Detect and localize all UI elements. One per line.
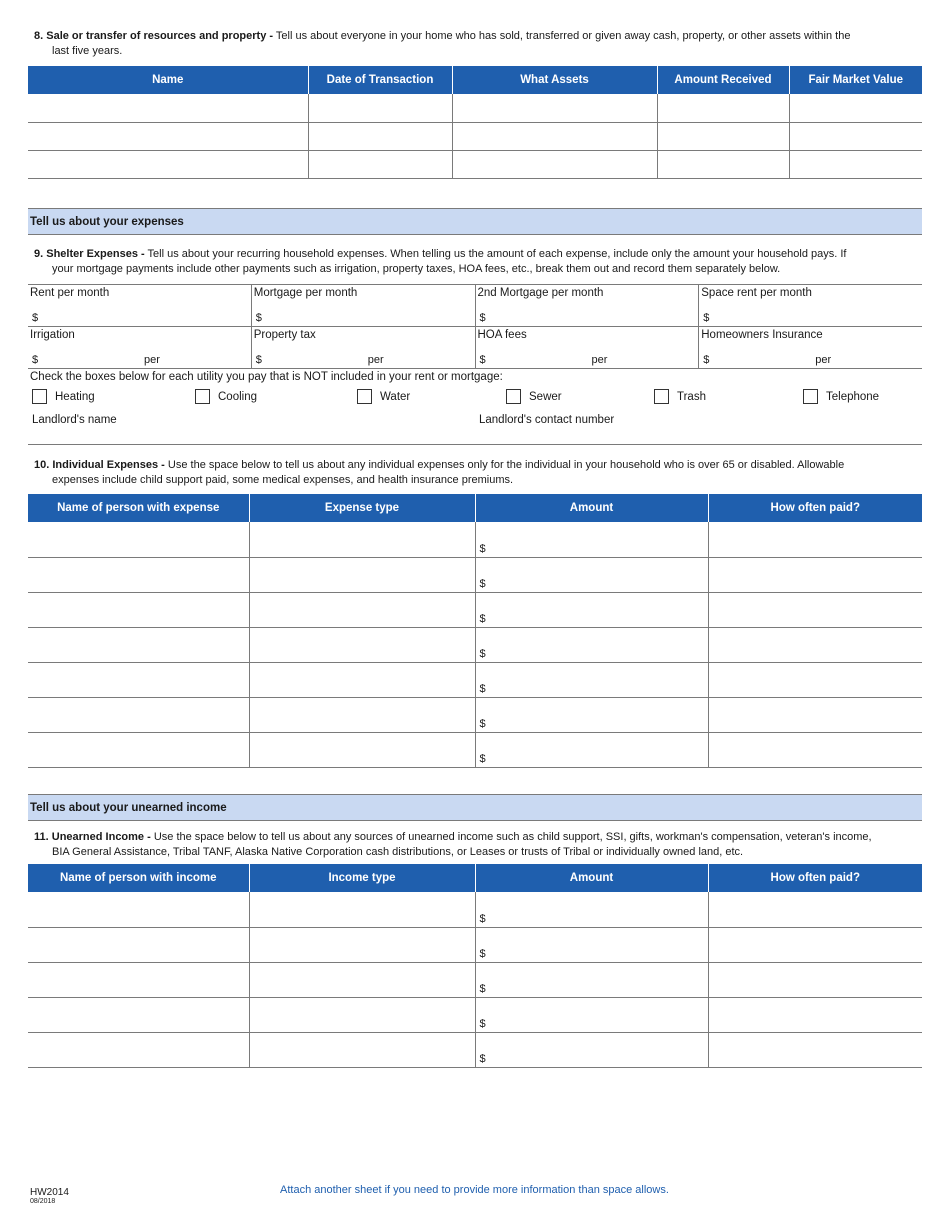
table-row — [28, 592, 922, 627]
header-what-assets: What Assets — [452, 66, 657, 94]
individual-expenses-table — [28, 494, 922, 768]
property-tax-label: Property tax — [253, 329, 316, 341]
expense-type-field[interactable] — [249, 697, 475, 732]
per-label: per — [367, 354, 384, 366]
person-name-field[interactable] — [28, 1032, 249, 1067]
dollar-sign: $ — [703, 354, 710, 366]
expense-type-field[interactable] — [249, 522, 475, 557]
date-field[interactable] — [308, 94, 452, 122]
table-row — [28, 150, 922, 178]
header-amount: Amount — [475, 864, 708, 892]
per-label: per — [815, 354, 832, 366]
q11-title: Unearned Income - — [51, 831, 151, 843]
homeowners-insurance-field[interactable] — [698, 327, 922, 368]
hoa-fees-label: HOA fees — [477, 329, 527, 341]
dollar-sign: $ — [479, 312, 486, 324]
table-row — [28, 662, 922, 697]
table-row — [28, 1032, 922, 1067]
how-often-field[interactable] — [708, 927, 922, 962]
header-date-of-transaction: Date of Transaction — [308, 66, 452, 94]
person-name-field[interactable] — [28, 732, 249, 767]
amount-field[interactable]: $ — [475, 732, 708, 767]
checkbox-trash[interactable] — [654, 389, 706, 404]
header-fair-market-value: Fair Market Value — [789, 66, 922, 94]
landlord-contact-field[interactable] — [625, 428, 915, 442]
q8-text-cont: last five years. — [52, 45, 123, 57]
how-often-field[interactable] — [708, 1032, 922, 1067]
second-mortgage-label: 2nd Mortgage per month — [477, 287, 604, 299]
checkbox-box[interactable] — [506, 389, 521, 404]
checkbox-water[interactable] — [357, 389, 410, 404]
utility-checkboxes — [32, 389, 922, 405]
per-label: per — [591, 354, 608, 366]
how-often-field[interactable] — [708, 522, 922, 557]
q11-number: 11. — [34, 831, 49, 843]
checkbox-box[interactable] — [195, 389, 210, 404]
checkbox-sewer[interactable] — [506, 389, 562, 404]
shelter-expenses-grid — [28, 284, 922, 369]
assets-field[interactable] — [452, 122, 657, 150]
q9-title: Shelter Expenses - — [46, 248, 145, 260]
expense-type-field[interactable] — [249, 627, 475, 662]
person-name-field[interactable] — [28, 697, 249, 732]
income-type-field[interactable] — [249, 1032, 475, 1067]
fair-market-value-field[interactable] — [789, 150, 922, 178]
hoa-fees-field[interactable] — [475, 327, 699, 368]
amount-field[interactable]: $ — [475, 697, 708, 732]
dollar-sign: $ — [703, 312, 710, 324]
income-section-header: Tell us about your unearned income — [28, 794, 922, 821]
amount-field[interactable]: $ — [475, 997, 708, 1032]
how-often-field[interactable] — [708, 697, 922, 732]
checkbox-cooling[interactable] — [195, 389, 257, 404]
sewer-label: Sewer — [529, 390, 562, 403]
unearned-income-header — [28, 864, 922, 892]
cooling-label: Cooling — [218, 390, 257, 403]
amount-received-field[interactable] — [657, 122, 789, 150]
person-name-field[interactable] — [28, 892, 249, 927]
second-mortgage-field[interactable] — [475, 285, 699, 326]
header-name-of-person: Name of person with expense — [28, 494, 249, 522]
income-type-field[interactable] — [249, 892, 475, 927]
utility-instruction: Check the boxes below for each utility you pay that is NOT included in your rent or mortgage: — [30, 371, 503, 383]
checkbox-box[interactable] — [32, 389, 47, 404]
table-row — [28, 94, 922, 122]
irrigation-label: Irrigation — [30, 329, 75, 341]
checkbox-box[interactable] — [803, 389, 818, 404]
person-name-field[interactable] — [28, 557, 249, 592]
how-often-field[interactable] — [708, 557, 922, 592]
checkbox-box[interactable] — [654, 389, 669, 404]
rent-per-month-field[interactable] — [28, 285, 251, 326]
person-name-field[interactable] — [28, 627, 249, 662]
person-name-field[interactable] — [28, 662, 249, 697]
mortgage-per-month-field[interactable] — [251, 285, 475, 326]
income-type-field[interactable] — [249, 997, 475, 1032]
rent-per-month-label: Rent per month — [30, 287, 110, 299]
dollar-sign: $ — [32, 312, 39, 324]
how-often-field[interactable] — [708, 627, 922, 662]
form-code-text: HW2014 — [30, 1187, 69, 1198]
dollar-sign: $ — [479, 354, 486, 366]
trash-label: Trash — [677, 390, 706, 403]
date-field[interactable] — [308, 150, 452, 178]
name-field[interactable] — [28, 150, 308, 178]
table-row — [28, 732, 922, 767]
q11-text-cont: BIA General Assistance, Tribal TANF, Alaska Native Corporation cash distributions, or Leases or trusts of Tribal or individually owned land, etc. — [52, 846, 744, 858]
space-rent-label: Space rent per month — [701, 287, 812, 299]
amount-field[interactable]: $ — [475, 522, 708, 557]
how-often-field[interactable] — [708, 662, 922, 697]
amount-field[interactable]: $ — [475, 592, 708, 627]
header-amount-received: Amount Received — [657, 66, 789, 94]
table-row — [28, 697, 922, 732]
q10-number: 10. — [34, 459, 50, 471]
table-row — [28, 962, 922, 997]
assets-field[interactable] — [452, 150, 657, 178]
assets-field[interactable] — [452, 94, 657, 122]
how-often-field[interactable] — [708, 732, 922, 767]
landlord-name-field[interactable] — [118, 428, 448, 442]
amount-field[interactable]: $ — [475, 892, 708, 927]
q8-instructions — [34, 29, 914, 59]
shelter-row-1 — [28, 285, 922, 327]
person-name-field[interactable] — [28, 997, 249, 1032]
checkbox-box[interactable] — [357, 389, 372, 404]
amount-received-field[interactable] — [657, 150, 789, 178]
how-often-field[interactable] — [708, 592, 922, 627]
person-name-field[interactable] — [28, 927, 249, 962]
table-row — [28, 997, 922, 1032]
unearned-income-table — [28, 864, 922, 1068]
table-row — [28, 892, 922, 927]
table-row — [28, 627, 922, 662]
q11-text: Use the space below to tell us about any sources of unearned income such as child support, SSI, gifts, workman's compensation, veteran's income, — [150, 831, 872, 843]
person-name-field[interactable] — [28, 962, 249, 997]
header-income-type: Income type — [249, 864, 475, 892]
q8-text: Tell us about everyone in your home who has sold, transferred or given away cash, property, or other assets within the — [273, 30, 851, 42]
form-code — [30, 1187, 69, 1205]
amount-received-field[interactable] — [657, 94, 789, 122]
how-often-field[interactable] — [708, 962, 922, 997]
fair-market-value-field[interactable] — [789, 122, 922, 150]
table-row — [28, 927, 922, 962]
space-rent-field[interactable] — [698, 285, 922, 326]
q10-instructions — [34, 458, 914, 488]
fair-market-value-field[interactable] — [789, 94, 922, 122]
amount-field[interactable]: $ — [475, 927, 708, 962]
per-label: per — [144, 354, 160, 366]
q9-number: 9. — [34, 248, 44, 260]
q9-text-cont: your mortgage payments include other payments such as irrigation, property taxes, HOA fees, etc., break them out and record them separately below. — [52, 263, 781, 275]
amount-field[interactable]: $ — [475, 1032, 708, 1067]
q11-instructions — [34, 830, 914, 860]
income-type-field[interactable] — [249, 927, 475, 962]
dollar-sign: $ — [255, 354, 262, 366]
q9-text: Tell us about your recurring household expenses. When telling us the amount of each expense, include only the amount your household pays. If — [144, 248, 847, 260]
q8-number: 8. — [34, 30, 44, 42]
water-label: Water — [380, 390, 411, 403]
header-how-often-paid: How often paid? — [708, 494, 922, 522]
table-row — [28, 522, 922, 557]
q9-instructions — [34, 247, 914, 277]
header-amount: Amount — [475, 494, 708, 522]
homeowners-insurance-label: Homeowners Insurance — [701, 329, 823, 341]
property-tax-field[interactable] — [251, 327, 475, 368]
header-name: Name — [28, 66, 308, 94]
expenses-section-header: Tell us about your expenses — [28, 208, 922, 235]
shelter-row-2 — [28, 327, 922, 369]
landlord-name-label: Landlord's name — [32, 414, 117, 426]
expense-type-field[interactable] — [249, 732, 475, 767]
header-how-often-paid: How often paid? — [708, 864, 922, 892]
expense-type-field[interactable] — [249, 557, 475, 592]
date-field[interactable] — [308, 122, 452, 150]
q10-title: Individual Expenses - — [52, 459, 165, 471]
landlord-contact-label: Landlord's contact number — [479, 414, 615, 426]
name-field[interactable] — [28, 122, 308, 150]
assets-table — [28, 66, 922, 179]
mortgage-per-month-label: Mortgage per month — [253, 287, 358, 299]
telephone-label: Telephone — [826, 390, 880, 403]
person-name-field[interactable] — [28, 592, 249, 627]
amount-field[interactable]: $ — [475, 557, 708, 592]
dollar-sign: $ — [255, 312, 262, 324]
how-often-field[interactable] — [708, 892, 922, 927]
header-expense-type: Expense type — [249, 494, 475, 522]
amount-field[interactable]: $ — [475, 662, 708, 697]
q8-title: Sale or transfer of resources and property - — [46, 30, 274, 42]
irrigation-field[interactable] — [28, 327, 251, 368]
assets-table-header — [28, 66, 922, 94]
how-often-field[interactable] — [708, 997, 922, 1032]
header-name-of-person-income: Name of person with income — [28, 864, 249, 892]
person-name-field[interactable] — [28, 522, 249, 557]
name-field[interactable] — [28, 94, 308, 122]
dollar-sign: $ — [32, 354, 39, 366]
checkbox-telephone[interactable] — [803, 389, 879, 404]
amount-field[interactable]: $ — [475, 627, 708, 662]
q10-text-cont: expenses include child support paid, some medical expenses, and health insurance premiums. — [52, 474, 514, 486]
q10-text: Use the space below to tell us about any individual expenses only for the individual in your household who is over 65 or disabled. Allowable — [164, 459, 845, 471]
checkbox-heating[interactable] — [32, 389, 95, 404]
amount-field[interactable]: $ — [475, 962, 708, 997]
income-type-field[interactable] — [249, 962, 475, 997]
individual-expenses-header — [28, 494, 922, 522]
form-date: 08/2018 — [30, 1198, 56, 1205]
table-row — [28, 122, 922, 150]
heating-label: Heating — [55, 390, 95, 403]
expense-type-field[interactable] — [249, 662, 475, 697]
expense-type-field[interactable] — [249, 592, 475, 627]
attach-sheet-note: Attach another sheet if you need to provide more information than space allows. — [280, 1184, 669, 1196]
table-row — [28, 557, 922, 592]
